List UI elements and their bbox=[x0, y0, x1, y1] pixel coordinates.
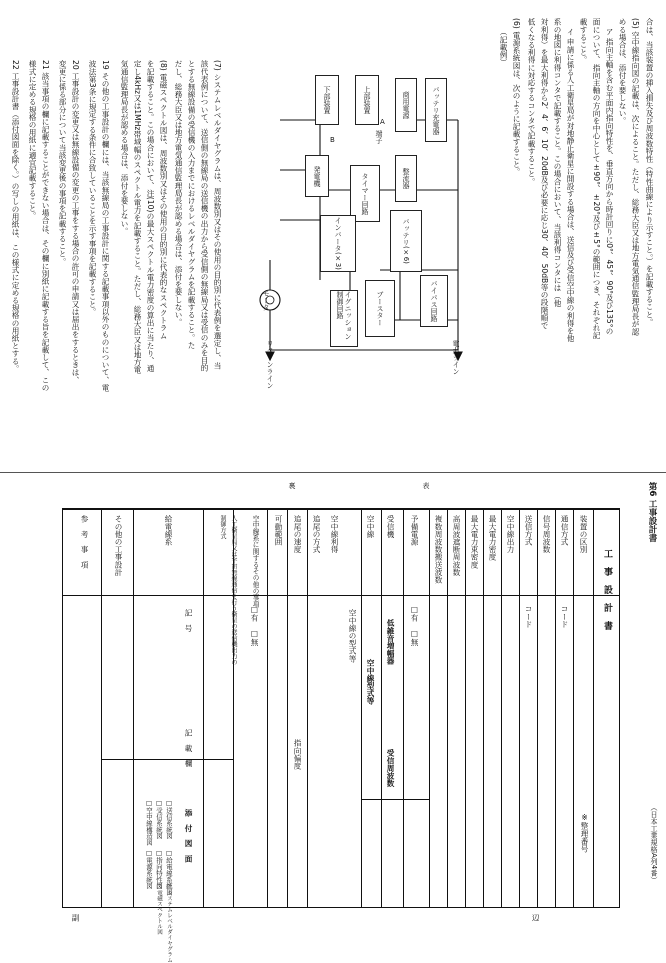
page-divider bbox=[0, 472, 666, 473]
box-battery-x6 bbox=[390, 210, 422, 272]
attach-antenna-structure[interactable]: □空中線構造図 bbox=[145, 799, 153, 846]
bottom-left-mark: 副 bbox=[71, 914, 80, 922]
ref-no-box bbox=[573, 809, 594, 905]
ref-no-label: ※整理番号 bbox=[580, 813, 589, 853]
row-max-flux-density: 最大電力束密度 bbox=[470, 515, 479, 569]
form-table bbox=[62, 508, 620, 963]
col-attached-drawings: 添 付 図 面 bbox=[184, 809, 193, 863]
box-ignition bbox=[330, 290, 358, 347]
note-para-22: 22 工事設計書（添付図面を除く。）の写しの用紙は、この様式に定める規格の用紙とする。 bbox=[11, 60, 20, 373]
page-label-left: 表 bbox=[422, 482, 430, 489]
attach-rx-system[interactable]: □受信系統図 bbox=[155, 799, 163, 839]
comm-method-code: コード bbox=[560, 605, 569, 628]
col-symbol: 記 号 bbox=[184, 609, 193, 632]
row-comm-method: 通信方式 bbox=[560, 515, 569, 546]
note-para-19b: 波法第3条に規定する条件に合致していることを示す事項を記載すること。 bbox=[88, 60, 97, 316]
box-inverter bbox=[320, 215, 356, 272]
note-para-i2: 面について、指向主軸の方向を中心として±90°、±20°及び±5°の範囲につき、それぞれ記 bbox=[592, 18, 601, 339]
row-tracking-method: 追尾の方式 bbox=[312, 515, 321, 553]
row-device-class: 装置の区別 bbox=[579, 515, 588, 553]
col-entry: 記 載 欄 bbox=[184, 729, 193, 767]
note-para-20b: 変更に係る部分について当該変更後の事項を記載すること。 bbox=[58, 60, 67, 266]
row-antenna-output: 空中線出力 bbox=[506, 515, 515, 553]
note-para-21b: 様式に定める規格の用紙に適宜記載すること。 bbox=[28, 60, 37, 220]
note-para-i: ア 指向主軸を含む平面内指向特性を、垂直方向から時計回りに0°、45°、90°及び135°の bbox=[605, 28, 614, 336]
note-para-21: 21 該当事項の欄に記載することができない場合は、その欄に別紙に記載する旨を記載して、この bbox=[41, 60, 50, 392]
box-generator-label: 発電機 bbox=[313, 165, 321, 187]
row-signal-freq: 信号周波数 bbox=[542, 515, 551, 553]
note-para-7c: とする無線設備の受信機の入力までにおけるレベルダイヤグラムを記載すること。た bbox=[187, 60, 196, 349]
box-inverter-label: インバータ(×3) bbox=[334, 217, 342, 270]
note-para-ii: イ 申請に係る人工衛星局が対地静止衛星に開設する場合は、送信及び受信空中線の利得を他 bbox=[566, 28, 575, 343]
antenna-other-check[interactable]: □有 □無 bbox=[250, 605, 259, 646]
row-antenna: 空中線 bbox=[366, 515, 375, 538]
note-para-8: (8) 電磁スペクトル図は、周波数別又はその使用の目的別に代表的なスペクトラム bbox=[159, 60, 168, 340]
antenna-type-header: 空中線型式等 bbox=[366, 659, 375, 705]
row-feedline: 給電線系 bbox=[164, 515, 173, 546]
note-para-5b: める場合は、添付を要しない。 bbox=[618, 18, 627, 125]
note-para-8c: 定し4kHz又は1MHz帯域幅のスペクトル電力を記載すること。ただし、総務大臣又は地方電 bbox=[133, 60, 142, 374]
row-tx-method: 送信方式 bbox=[524, 515, 533, 546]
box-booster bbox=[365, 280, 395, 337]
note-para-ii4: 低くなる利得に対応するコンタで記載すること。 bbox=[527, 18, 536, 186]
box-ignition-label: イグニッション制御回路 bbox=[336, 291, 352, 340]
box-rectifier-label: 整流器 bbox=[402, 168, 410, 189]
row-hf-cutoff: 高周波遮断周波数 bbox=[452, 515, 461, 576]
box-bypass bbox=[420, 275, 448, 327]
note-para-i3: 載すること。 bbox=[579, 18, 588, 64]
motor-label: モータ bbox=[262, 290, 270, 311]
return-line-label: リターンライン bbox=[266, 340, 274, 389]
box-battery-x6-label: バッテリ(×6) bbox=[402, 218, 410, 264]
row-antenna-type: 空中線の型式等 bbox=[348, 609, 357, 663]
note-para-6b: （記載例） bbox=[499, 28, 508, 66]
rx-freq-label: 受信周波数 bbox=[386, 749, 395, 787]
row-antenna-gain: 空中線利得 bbox=[330, 515, 339, 553]
box-commercial-power-label: 商用電源 bbox=[402, 91, 410, 119]
box-timer bbox=[350, 165, 380, 222]
backup-power-check[interactable]: □有 □無 bbox=[410, 605, 419, 646]
box-commercial-power bbox=[395, 78, 417, 132]
box-lower-panel-label: 下部装置 bbox=[323, 86, 331, 114]
row-antenna-other: 空中線系に関するその他の事項 bbox=[251, 515, 259, 608]
pointing-deviation: 指向偏度 bbox=[293, 739, 302, 770]
notes-page bbox=[0, 0, 666, 472]
row-output-control: 人工衛星局又は宇宙無線通信を行う衛星の送信機出力の制御方式 bbox=[219, 515, 237, 665]
note-para-20: 20 工事設計の変更又は無線設備の変更の工事をする場合の許可の申請又は届出をするときは、 bbox=[71, 60, 80, 384]
form-footer-right: （日本工業規格A列4番） bbox=[650, 804, 658, 884]
construction-design-form-page bbox=[0, 474, 666, 963]
row-carriers: 複数周波数搬送波数 bbox=[434, 515, 443, 584]
row-backup-power: 予備電源 bbox=[410, 515, 419, 546]
attach-tx-system[interactable]: □送信系統図 bbox=[165, 799, 173, 839]
row-movable-range: 可動範囲 bbox=[274, 515, 283, 546]
note-para-a: 合は、当該装置の挿入損失及び周波数特性（特性曲線により示すこと。）を記載すること。 bbox=[645, 18, 654, 326]
note-para-ii2: 系の地図に利得コンタで記載すること。この場合において、当該利得コンタには（他 bbox=[553, 18, 562, 307]
note-para-7d: だし、総務大臣又は地方電気通信監理局長が認める場合は、添付を要しない。 bbox=[174, 60, 183, 326]
box-lower-panel bbox=[315, 75, 339, 125]
tx-method-code: コード bbox=[524, 605, 533, 628]
box-upper-panel-label: 上部装置 bbox=[363, 86, 371, 114]
box-timer-label: タイマー回路 bbox=[361, 172, 369, 215]
form-appendix-title: 第6 工事設計書 bbox=[647, 482, 657, 542]
note-para-7b: 該代表例について、送信側の無線局の送信機の出力から受信側の無線局又は受信のみを目的 bbox=[200, 60, 209, 372]
row-other-design: その他の工事設計 bbox=[114, 515, 123, 576]
mark-b: B bbox=[330, 136, 335, 144]
lna-label: 低雑音増幅器 bbox=[386, 619, 395, 665]
box-rectifier bbox=[395, 155, 417, 202]
bottom-right-mark: 辺 bbox=[531, 914, 540, 922]
attach-directivity[interactable]: □指向特性図 bbox=[155, 849, 163, 889]
box-battery-charger-label: バッテリ充電器 bbox=[432, 85, 440, 135]
row-receiver: 受信機 bbox=[386, 515, 395, 538]
attach-spectrum[interactable]: □電磁スペクトル図 bbox=[156, 884, 162, 935]
note-para-19: 19 その他の工事設計の欄には、当該無線局の工事設計に関する記載事項以外のものについて、電 bbox=[101, 60, 110, 392]
note-para-6: (6) 電源系統図は、次のように記載すること。 bbox=[512, 18, 521, 176]
attach-feedline[interactable]: □給電線系統図 bbox=[165, 849, 173, 896]
row-reference: 参 考 事 項 bbox=[80, 515, 89, 569]
note-para-8b: を記載すること。この場合において、注(10)の最大スペクトル電力密度の算出に当たり、通 bbox=[146, 60, 155, 372]
form-title: 工 事 設 計 書 bbox=[602, 549, 612, 630]
mark-a: A bbox=[380, 118, 385, 126]
box-upper-panel bbox=[355, 75, 379, 125]
power-line-label: 電力ライン bbox=[452, 340, 460, 375]
box-battery-charger bbox=[425, 78, 447, 142]
note-para-ii3: 対利得）を最大利得から2、4、6、10、20dB及び必要に応じ30、40、50dB等の段階順で bbox=[540, 18, 549, 329]
attach-level-diagram[interactable]: □システムレベルダイヤグラム bbox=[166, 884, 172, 963]
attach-power-system[interactable]: □電源系統図 bbox=[145, 849, 153, 889]
terminal-label: 端子 bbox=[375, 130, 383, 144]
row-tracking-speed: 追尾の速度 bbox=[293, 515, 302, 553]
box-generator bbox=[305, 155, 329, 197]
box-booster-label: ブースター bbox=[376, 291, 384, 326]
box-bypass-label: バイパス回路 bbox=[430, 280, 438, 322]
note-para-8d: 気通信監理局長が認める場合は、添付を要しない。 bbox=[120, 60, 129, 235]
page-label-right: 裏 bbox=[288, 482, 296, 489]
note-para-7: (7) システムレベルダイヤグラムは、周波数別又はその使用の目的別に代表例を選定し、当 bbox=[213, 60, 222, 370]
note-para-5: (5) 空中線指向図の記載は、次によること。ただし、総務大臣又は地方電気通信監理局長が認 bbox=[631, 18, 640, 336]
row-max-power-density: 最大電力密度 bbox=[488, 515, 497, 561]
